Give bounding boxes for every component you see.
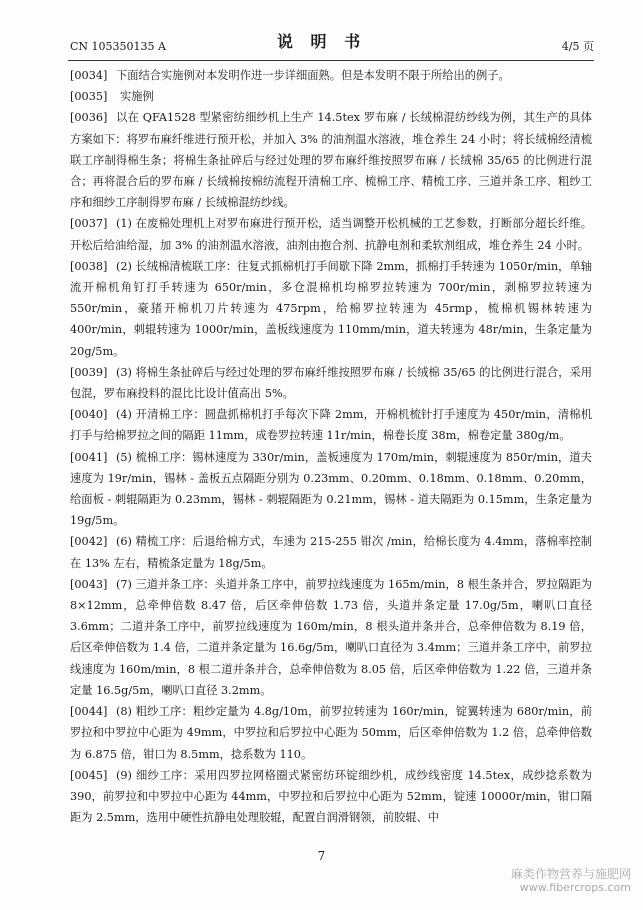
paragraph-text: (9) 细纱工序：采用四罗拉网格圈式紧密纺环锭细纱机，成纱线密度 14.5tex，成纱捻系数为 390，前罗拉和中罗拉中心距为 44mm，中罗拉和后罗拉中心距为 52mm，锭速 10000r/min，钳口隔距为 2.5mm，选用中硬性抗静电处理胶辊，配置自润滑钢领，前胶辊、中 bbox=[70, 768, 592, 825]
paragraph-number: [0037] bbox=[70, 217, 108, 231]
paragraph bbox=[70, 574, 592, 701]
document-title: 说 明 书 bbox=[276, 32, 367, 51]
header-rule bbox=[68, 60, 594, 61]
paragraph-text: 以在 QFA1528 型紧密纺细纱机上生产 14.5tex 罗布麻 / 长绒棉混纺纱线为例，其生产的具体方案如下：将罗布麻纤维进行预开松，并加入 3% 的油剂温水溶液，堆仓养生 24 小时；将长绒棉经清梳联工序制得棉生条；将棉生条扯碎后与经过处理的罗布麻纤维按照罗布麻 / 长绒棉 35/65 的比例进行混合；再将混合后的罗布麻 / 长绒棉按棉纺流程开清棉工序、梳棉工序、精梳工序、三道并条工序、粗纱工序和细纱工序制得罗布麻 / 长绒棉混纺纱线。 bbox=[70, 111, 592, 210]
paragraph-number: [0041] bbox=[70, 450, 108, 464]
paragraph-number: [0036] bbox=[70, 111, 108, 125]
paragraph bbox=[70, 256, 592, 362]
paragraph-number: [0038] bbox=[70, 259, 108, 273]
patent-number: CN 105350135 A bbox=[70, 40, 166, 53]
paragraph-text: (7) 三道并条工序：头道并条工序中，前罗拉线速度为 165m/min，8 根生条并合，罗拉隔距为 8×12mm，总牵伸倍数 8.47 倍，后区牵伸倍数 1.73 倍，头道并条定量 17.0g/5m，喇叭口直径 3.6mm；二道并条工序中，前罗拉线速度为 160m/min，8 根头道并条并合，总牵伸倍数为 8.19 倍，后区牵伸倍数为 1.4 倍，二道并条定量为 16.6g/5m，喇叭口直径为 3.4mm；三道并条工序中，前罗拉线速度为 160m/min，8 根二道并条并合，总牵伸倍数为 8.05 倍，后区牵伸倍数为 1.22 倍，三道并条定量 16.5g/5m，喇叭口直径 3.2mm。 bbox=[70, 577, 592, 697]
paragraph bbox=[70, 65, 592, 86]
paragraph bbox=[70, 447, 592, 532]
paragraph-number: [0035] bbox=[70, 90, 108, 104]
paragraph-number: [0043] bbox=[70, 577, 108, 591]
paragraph-number: [0044] bbox=[70, 705, 108, 719]
paragraph-text: (3) 将棉生条扯碎后与经过处理的罗布麻纤维按照罗布麻 / 长绒棉 35/65 的比例进行混合，采用包混，罗布麻投料的混比比设计值高出 5%。 bbox=[70, 365, 592, 401]
paragraph bbox=[70, 701, 592, 765]
paragraph-number: [0042] bbox=[70, 535, 108, 549]
paragraph-text: (8) 粗纱工序：粗纱定量为 4.8g/10m，前罗拉转速为 160r/min，锭翼转速为 680r/min，前罗拉和中罗拉中心距为 49mm，中罗拉和后罗拉中心距为 50mm，后区牵伸倍数为 1.2 倍，总牵伸倍数为 6.875 倍，钳口为 8.5mm，捻系数为 110。 bbox=[70, 705, 592, 761]
page-indicator: 4/5 页 bbox=[561, 40, 594, 53]
paragraph-text: (2) 长绒棉清梳联工序：往复式抓棉机打手间歇下降 2mm，抓棉打手转速为 1050r/min，单轴流开棉机角钉打手转速为 650r/min，多仓混棉机均棉罗拉转速为 700r/min，剥棉罗拉转速为 550r/min，豪猪开棉机刀片转速为 475rpm，给棉罗拉转速为 45rmp，梳棉机锡林转速为 400r/min，刺辊转速为 1000r/min，盖板线速度为 110mm/min，道夫转速为 48r/min，生条定量为 20g/5m。 bbox=[70, 259, 592, 358]
paragraph-text: (5) 梳棉工序：锡林速度为 330r/min，盖板速度为 170m/min，刺辊速度为 850r/min，道夫速度为 19r/min，锡林 - 盖板五点隔距分别为 0.23mm、0.20mm、0.18mm、0.18mm、0.20mm，给面板 - 刺辊隔距为 0.23mm，锡林 - 刺辊隔距为 0.21mm，锡林 - 道夫隔距为 0.15mm，生条定量为 19g/5m。 bbox=[70, 450, 592, 528]
page-number: 7 bbox=[317, 849, 326, 863]
paragraph-number: [0039] bbox=[70, 365, 108, 379]
paragraph-text: (4) 开清棉工序：圆盘抓棉机打手每次下降 2mm，开棉机梳针打手速度为 450r/min，清棉机打手与给棉罗拉之间的隔距 11mm，成卷罗拉转速 11r/min，棉卷长度 38m，棉卷定量 380g/m。 bbox=[70, 408, 592, 443]
paragraph-number: [0045] bbox=[70, 768, 108, 782]
paragraph-number: [0040] bbox=[70, 408, 108, 422]
paragraph bbox=[70, 765, 592, 829]
paragraph-text: (1) 在废棉处理机上对罗布麻进行预开松，适当调整开松机械的工艺参数，打断部分超长纤维。开松后给油给湿，加 3% 的油剂温水溶液，油剂由抱合剂、抗静电剂和柔软剂组成，堆仓养生 24 小时。 bbox=[70, 217, 592, 252]
paragraph bbox=[70, 213, 592, 255]
description-body bbox=[70, 65, 592, 828]
paragraph bbox=[70, 107, 592, 213]
paragraph bbox=[70, 362, 592, 404]
paragraph-number: [0034] bbox=[70, 69, 108, 82]
paragraph bbox=[70, 404, 592, 446]
watermark-url: www.fibercrops.com bbox=[519, 881, 631, 894]
paragraph-text: (6) 精梳工序：后退给棉方式，车速为 215-255 钳次 /min，给棉长度为 4.4mm，落棉率控制在 13% 左右，精梳条定量为 18g/5m。 bbox=[70, 535, 592, 570]
paragraph-text: 下面结合实施例对本发明作进一步详细面熟。但是本发明不限于所给出的例子。 bbox=[116, 69, 510, 82]
section-title: 实施例 bbox=[120, 90, 154, 104]
watermark bbox=[511, 867, 631, 894]
watermark-site-name: 麻类作物营养与施肥网 bbox=[510, 867, 631, 881]
paragraph bbox=[70, 531, 592, 573]
paragraph bbox=[70, 86, 592, 107]
